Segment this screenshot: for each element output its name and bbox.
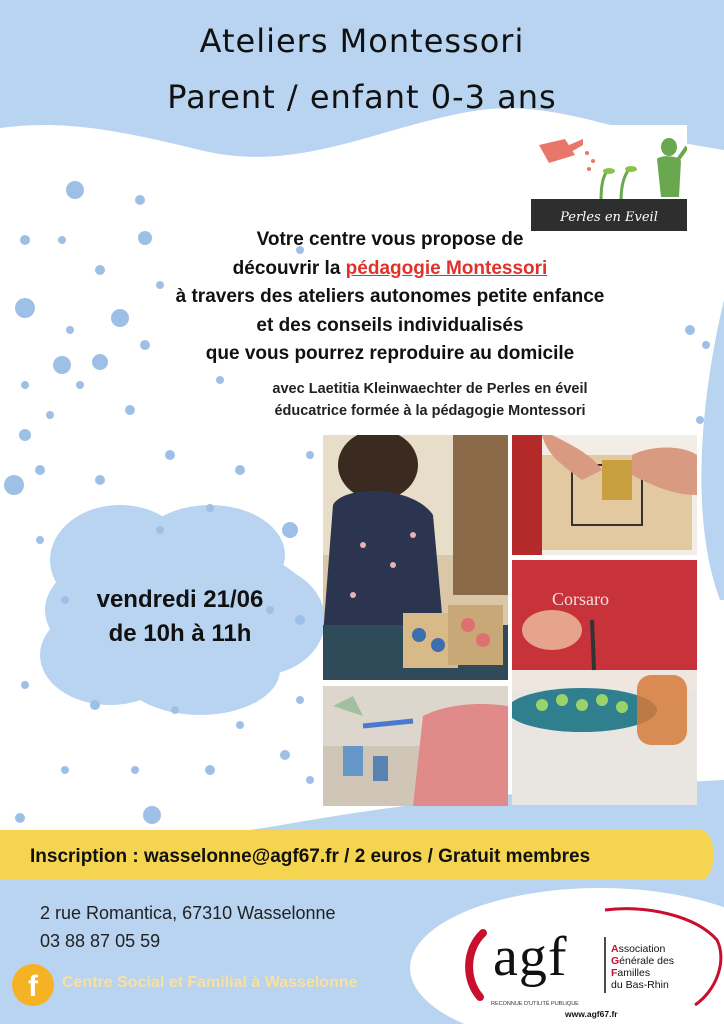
agf-letters: agf: [493, 926, 568, 988]
title-line-2: Parent / enfant 0-3 ans: [167, 78, 557, 116]
svg-text:Corsaro: Corsaro: [552, 589, 609, 609]
intro-line-2-prefix: découvrir la: [232, 257, 346, 279]
photo-children-water-activity: [323, 686, 508, 806]
address: 2 rue Romantica, 67310 Wasselonne: [40, 903, 336, 923]
perles-en-eveil-logo: [531, 125, 687, 231]
intro-line-2: [100, 255, 680, 284]
agf-full-name: Association Générale des Familles du Bas-Rhin: [611, 943, 675, 991]
montessori-highlight: pédagogie Montessori: [345, 257, 548, 279]
phone-number: 03 88 87 05 59: [40, 931, 161, 951]
intro-line-5: que vous pourrez reproduire au domicile: [205, 343, 575, 364]
photo-child-sorting-boxes: [323, 435, 508, 680]
agf-website[interactable]: www.agf67.fr: [565, 1009, 618, 1019]
facebook-icon[interactable]: f: [12, 964, 54, 1006]
intro-line-3: à travers des ateliers autonomes petite enfance: [175, 286, 605, 307]
credit-line-2: éducatrice formée à la pédagogie Montessori: [274, 403, 586, 419]
intro-paragraph: [100, 226, 680, 369]
title-line-1: Ateliers Montessori: [199, 22, 525, 60]
registration-info: Inscription : wasselonne@agf67.fr / 2 euros / Gratuit membres: [30, 846, 591, 867]
event-datetime: [50, 583, 310, 651]
intro-line-4: et des conseils individualisés: [256, 314, 524, 336]
event-date: vendredi 21/06: [96, 586, 264, 613]
photo-child-pipette: [512, 560, 697, 805]
agf-logo: [455, 905, 724, 1024]
agf-tagline: RECONNUE D'UTILITÉ PUBLIQUE: [491, 1001, 579, 1007]
event-time: de 10h à 11h: [108, 620, 252, 647]
perles-logo-text: Perles en Eveil: [560, 210, 658, 225]
credit-block: [180, 378, 680, 422]
intro-line-1: Votre centre vous propose de: [256, 229, 524, 250]
facebook-page-link[interactable]: Centre Social et Familial à Wasselonne: [62, 974, 358, 991]
photo-hands-buckle-frame: [512, 435, 697, 555]
credit-line-1: avec Laetitia Kleinwaechter de Perles en éveil: [272, 381, 588, 397]
